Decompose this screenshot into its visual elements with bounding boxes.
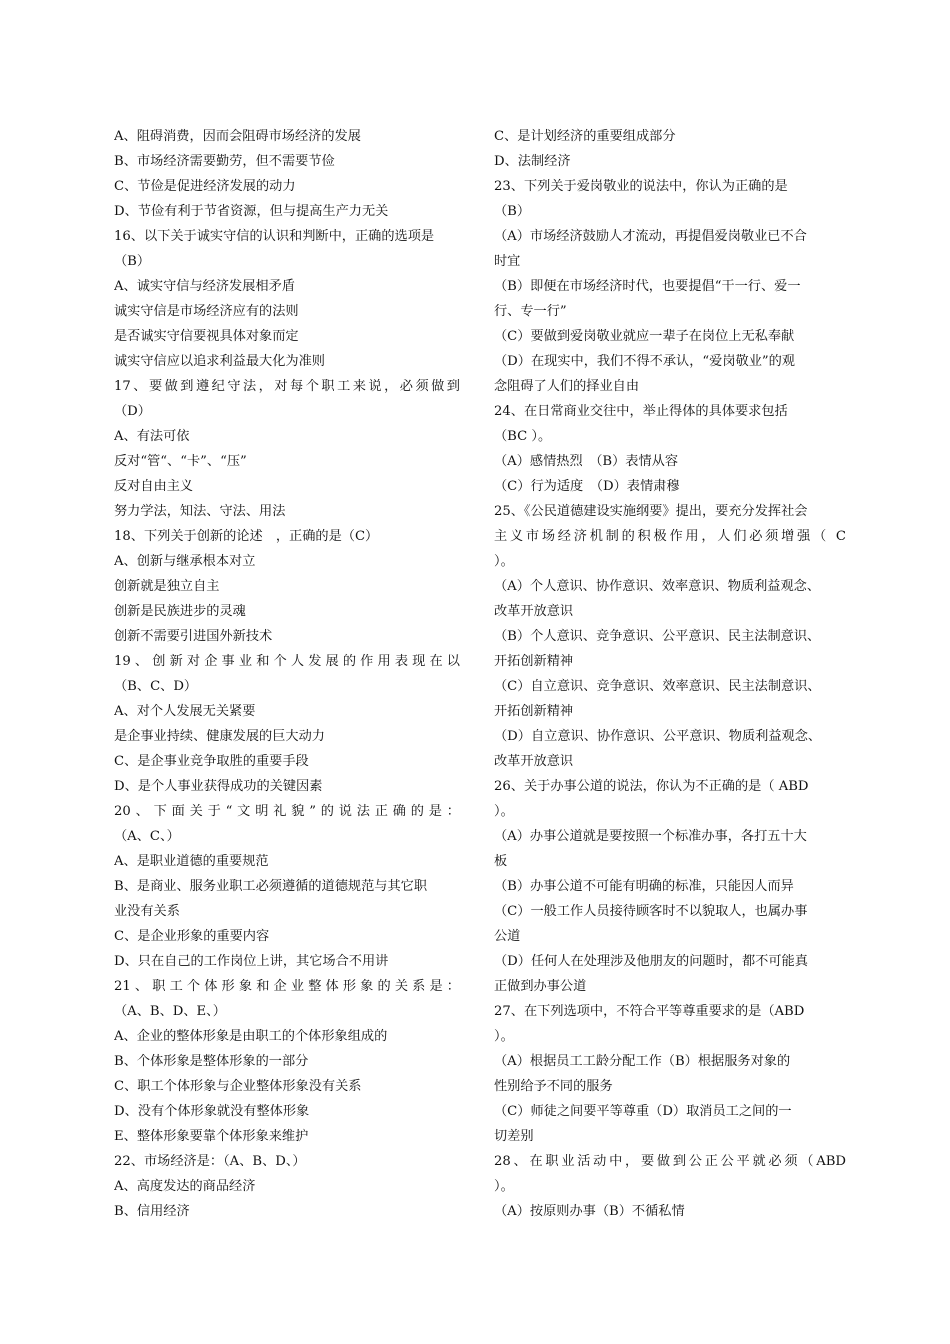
text-line: D、法制经济 — [494, 154, 571, 169]
text-line: 是否诚实守信要视具体对象而定 — [114, 329, 299, 344]
text-line: ）。 — [494, 554, 514, 569]
text-line: D、是个人事业获得成功的关键因素 — [114, 779, 323, 794]
text-line: （B） — [114, 254, 151, 269]
text-line: C、是企业形象的重要内容 — [114, 929, 270, 944]
text-line: 改革开放意识 — [494, 604, 574, 619]
text-line: C、职工个体形象与企业整体形象没有关系 — [114, 1079, 362, 1094]
text-line: （C）要做到爱岗敬业就应一辈子在岗位上无私奉献 — [494, 329, 795, 344]
text-line: A、企业的整体形象是由职工的个体形象组成的 — [114, 1029, 388, 1044]
text-line: 创新是民族进步的灵魂 — [114, 604, 246, 619]
text-line: （A）根据员工工龄分配工作（B）根据服务对象的 — [494, 1054, 791, 1069]
text-line: A、诚实守信与经济发展相矛盾 — [114, 279, 295, 294]
text-line: B、个体形象是整体形象的一部分 — [114, 1054, 309, 1069]
text-line: ）。 — [494, 1029, 514, 1044]
text-line: 切差别 — [494, 1129, 534, 1144]
text-line: C、节俭是促进经济发展的动力 — [114, 179, 296, 194]
text-line: （B）个人意识、竞争意识、公平意识、民主法制意识、 — [494, 629, 821, 644]
text-line: 创新就是独立自主 — [114, 579, 220, 594]
text-line: A、有法可依 — [114, 429, 190, 444]
text-line: 21、职工个体形象和企业整体形象的关系是： — [114, 979, 460, 994]
text-line: 开拓创新精神 — [494, 704, 574, 719]
text-line: 22、市场经济是：（A、B、D、） — [114, 1154, 306, 1169]
text-line: （A）办事公道就是要按照一个标准办事，各打五十大 — [494, 829, 807, 844]
text-line: （A、C、） — [114, 829, 180, 844]
text-line: （B）办事公道不可能有明确的标准，只能因人而异 — [494, 879, 794, 894]
text-line: 反对“管“、“卡”、“压” — [114, 454, 247, 469]
text-line: 17、要做到遵纪守法，对每个职工来说，必须做到 — [114, 379, 460, 394]
text-line: 公道 — [494, 929, 521, 944]
text-line: 创新不需要引进国外新技术 — [114, 629, 273, 644]
text-line: 26、关于办事公道的说法，你认为不正确的是（ ABD — [494, 779, 809, 794]
text-line: 板 — [494, 854, 508, 869]
text-line: （A）个人意识、协作意识、效率意识、物质利益观念、 — [494, 579, 821, 594]
text-line: C、是计划经济的重要组成部分 — [494, 129, 676, 144]
text-line: E、整体形象要靠个体形象来维护 — [114, 1129, 309, 1144]
text-line: 反对自由主义 — [114, 479, 194, 494]
text-line: （A）感情热烈 （B）表情从容 — [494, 454, 679, 469]
text-line: 24、在日常商业交往中，举止得体的具体要求包括 — [494, 404, 788, 419]
text-line: （B） — [494, 204, 531, 219]
text-line: C、是企事业竞争取胜的重要手段 — [114, 754, 309, 769]
text-line: D、节俭有利于节省资源，但与提高生产力无关 — [114, 204, 389, 219]
text-line: 25、《公民道德建设实施纲要》提出，要充分发挥社会 — [494, 504, 808, 519]
text-line: A、高度发达的商品经济 — [114, 1179, 256, 1194]
text-line: （C）行为适度 （D）表情肃穆 — [494, 479, 680, 494]
text-line: （D） — [114, 404, 151, 419]
text-line: 改革开放意识 — [494, 754, 574, 769]
text-line: A、阻碍消费，因而会阻碍市场经济的发展 — [114, 129, 361, 144]
right-column — [494, 124, 846, 1224]
text-line: （C）一般工作人员接待顾客时不以貌取人，也属办事 — [494, 904, 808, 919]
text-line: 诚实守信应以追求利益最大化为准则 — [114, 354, 325, 369]
text-line: （D）在现实中，我们不得不承认，“爱岗敬业”的观 — [494, 354, 795, 369]
text-line: 努力学法，知法、守法、用法 — [114, 504, 286, 519]
text-line: ）。 — [494, 1179, 514, 1194]
text-line: 主义市场经济机制的积极作用，人们必须增强（ C — [494, 529, 846, 544]
text-line: 是企事业持续、健康发展的巨大动力 — [114, 729, 325, 744]
text-line: （A）按原则办事（B）不循私情 — [494, 1204, 685, 1219]
text-line: （D）自立意识、协作意识、公平意识、物质利益观念、 — [494, 729, 822, 744]
left-column — [114, 124, 460, 1224]
text-line: 诚实守信是市场经济应有的法则 — [114, 304, 299, 319]
text-line: D、没有个体形象就没有整体形象 — [114, 1104, 310, 1119]
text-line: B、市场经济需要勤劳，但不需要节俭 — [114, 154, 335, 169]
text-line: 时宜 — [494, 254, 521, 269]
text-line: 正做到办事公道 — [494, 979, 587, 994]
text-line: 18、下列关于创新的论述 ，正确的是（C） — [114, 529, 379, 544]
text-line: 23、下列关于爱岗敬业的说法中，你认为正确的是 — [494, 179, 788, 194]
text-line: D、只在自己的工作岗位上讲，其它场合不用讲 — [114, 954, 389, 969]
text-line: 行、专一行” — [494, 304, 567, 319]
text-line: 念阻碍了人们的择业自由 — [494, 379, 640, 394]
text-line: 28、在职业活动中，要做到公正公平就必须（ABD — [494, 1154, 846, 1169]
text-line: （B、C、D） — [114, 679, 198, 694]
text-line: 性别给予不同的服务 — [494, 1079, 613, 1094]
text-line: 业没有关系 — [114, 904, 180, 919]
text-line: （C）师徒之间要平等尊重（D）取消员工之间的一 — [494, 1104, 792, 1119]
text-line: （A、B、D、E、） — [114, 1004, 226, 1019]
text-line: （A）市场经济鼓励人才流动，再提倡爱岗敬业已不合 — [494, 229, 807, 244]
text-line: （B）即便在市场经济时代，也要提倡“干一行、爱一 — [494, 279, 801, 294]
text-line: A、创新与继承根本对立 — [114, 554, 256, 569]
text-line: 27、在下列选项中，不符合平等尊重要求的是（ABD — [494, 1004, 805, 1019]
text-line: 开拓创新精神 — [494, 654, 574, 669]
text-line: 16、以下关于诚实守信的认识和判断中，正确的选项是 — [114, 229, 435, 244]
text-line: （D）任何人在处理涉及他朋友的问题时，都不可能真 — [494, 954, 808, 969]
text-line: B、是商业、服务业职工必须遵循的道德规范与其它职 — [114, 879, 428, 894]
text-line: B、信用经济 — [114, 1204, 190, 1219]
text-line: 19、创新对企事业和个人发展的作用表现在以 — [114, 654, 460, 669]
text-line: 20、下面关于“文明礼貌”的说法正确的是： — [114, 804, 460, 819]
text-line: A、对个人发展无关紧要 — [114, 704, 256, 719]
text-line: A、是职业道德的重要规范 — [114, 854, 269, 869]
text-line: （C）自立意识、竞争意识、效率意识、民主法制意识、 — [494, 679, 821, 694]
text-line: ）。 — [494, 804, 514, 819]
text-line: （BC ）。 — [494, 429, 552, 444]
